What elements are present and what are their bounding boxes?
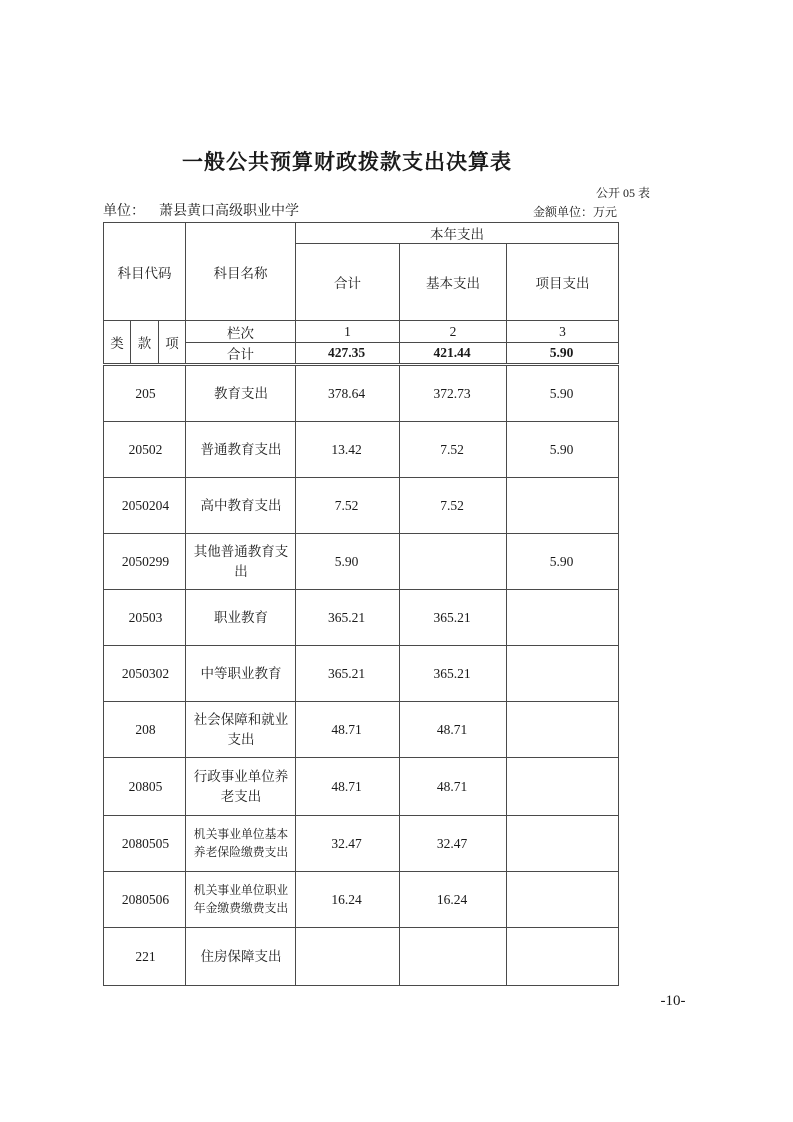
basic-amount-cell: 365.21	[400, 590, 507, 646]
subject-name-cell: 机关事业单位基本养老保险缴费支出	[186, 816, 296, 872]
table-row	[104, 478, 619, 534]
subject-code-cell: 221	[104, 928, 186, 986]
basic-amount-cell: 365.21	[400, 646, 507, 702]
section-subheader: 款	[131, 321, 159, 364]
table-row	[104, 534, 619, 590]
total-amount-cell: 365.21	[296, 590, 400, 646]
total-row-basic: 421.44	[400, 343, 507, 364]
class-subheader: 类	[104, 321, 131, 364]
total-amount-cell: 16.24	[296, 872, 400, 928]
basic-amount-cell: 7.52	[400, 478, 507, 534]
column-number-1: 1	[296, 321, 400, 343]
page-number: -10-	[660, 993, 686, 1009]
subject-code-cell: 20805	[104, 758, 186, 816]
subject-name-header: 科目名称	[186, 223, 296, 321]
unit-row	[103, 200, 617, 220]
project-col-header: 项目支出	[507, 244, 619, 321]
project-amount-cell: 5.90	[507, 534, 619, 590]
subject-code-cell: 2050302	[104, 646, 186, 702]
table-row	[104, 366, 619, 422]
project-amount-cell	[507, 590, 619, 646]
unit-label: 单位：	[103, 204, 145, 219]
column-number-3: 3	[507, 321, 619, 343]
table-row	[104, 928, 619, 986]
total-amount-cell: 365.21	[296, 646, 400, 702]
subject-name-cell: 住房保障支出	[186, 928, 296, 986]
basic-amount-cell: 16.24	[400, 872, 507, 928]
project-amount-cell: 5.90	[507, 366, 619, 422]
subject-code-cell: 20503	[104, 590, 186, 646]
item-subheader: 项	[159, 321, 186, 364]
total-amount-cell: 13.42	[296, 422, 400, 478]
decision-table-body	[103, 365, 619, 986]
subject-code-cell: 2050204	[104, 478, 186, 534]
basic-amount-cell: 7.52	[400, 422, 507, 478]
subject-name-cell: 教育支出	[186, 366, 296, 422]
subject-name-cell: 社会保障和就业支出	[186, 702, 296, 758]
subject-code-cell: 208	[104, 702, 186, 758]
basic-amount-cell: 48.71	[400, 758, 507, 816]
project-amount-cell: 5.90	[507, 422, 619, 478]
basic-amount-cell: 372.73	[400, 366, 507, 422]
table-row	[104, 816, 619, 872]
project-amount-cell	[507, 478, 619, 534]
unit-line	[103, 200, 299, 220]
total-amount-cell: 48.71	[296, 758, 400, 816]
total-amount-cell: 32.47	[296, 816, 400, 872]
total-col-header: 合计	[296, 244, 400, 321]
subject-code-cell: 2080506	[104, 872, 186, 928]
total-amount-cell: 7.52	[296, 478, 400, 534]
doc-code-label: 公开 05 表	[595, 186, 650, 200]
subject-code-cell: 2080505	[104, 816, 186, 872]
subject-code-cell: 205	[104, 366, 186, 422]
subject-name-cell: 其他普通教育支出	[186, 534, 296, 590]
total-amount-cell	[296, 928, 400, 986]
total-amount-cell: 48.71	[296, 702, 400, 758]
project-amount-cell	[507, 928, 619, 986]
table-row	[104, 422, 619, 478]
project-amount-cell	[507, 872, 619, 928]
subject-code-cell: 20502	[104, 422, 186, 478]
page-title: 一般公共预算财政拨款支出决算表	[182, 151, 512, 174]
table-row	[104, 646, 619, 702]
basic-col-header: 基本支出	[400, 244, 507, 321]
basic-amount-cell: 48.71	[400, 702, 507, 758]
table-row	[104, 702, 619, 758]
table-row	[104, 872, 619, 928]
unit-name: 萧县黄口高级职业中学	[159, 204, 299, 219]
subject-name-cell: 机关事业单位职业年金缴费缴费支出	[186, 872, 296, 928]
project-amount-cell	[507, 702, 619, 758]
basic-amount-cell: 32.47	[400, 816, 507, 872]
total-amount-cell: 378.64	[296, 366, 400, 422]
basic-amount-cell	[400, 928, 507, 986]
subject-name-cell: 高中教育支出	[186, 478, 296, 534]
subject-name-cell: 行政事业单位养老支出	[186, 758, 296, 816]
current-year-header: 本年支出	[296, 223, 619, 244]
subject-code-cell: 2050299	[104, 534, 186, 590]
subject-name-cell: 中等职业教育	[186, 646, 296, 702]
column-number-2: 2	[400, 321, 507, 343]
total-row-label: 合计	[186, 343, 296, 364]
total-amount-cell: 5.90	[296, 534, 400, 590]
subject-code-header: 科目代码	[104, 223, 186, 321]
project-amount-cell	[507, 646, 619, 702]
project-amount-cell	[507, 758, 619, 816]
table-row	[104, 590, 619, 646]
amount-unit-label: 金额单位：万元	[532, 205, 617, 219]
basic-amount-cell	[400, 534, 507, 590]
decision-table-header	[103, 222, 619, 364]
column-index-label: 栏次	[186, 321, 296, 343]
subject-name-cell: 普通教育支出	[186, 422, 296, 478]
total-row-project: 5.90	[507, 343, 619, 364]
total-row-total: 427.35	[296, 343, 400, 364]
subject-name-cell: 职业教育	[186, 590, 296, 646]
table-row	[104, 758, 619, 816]
project-amount-cell	[507, 816, 619, 872]
